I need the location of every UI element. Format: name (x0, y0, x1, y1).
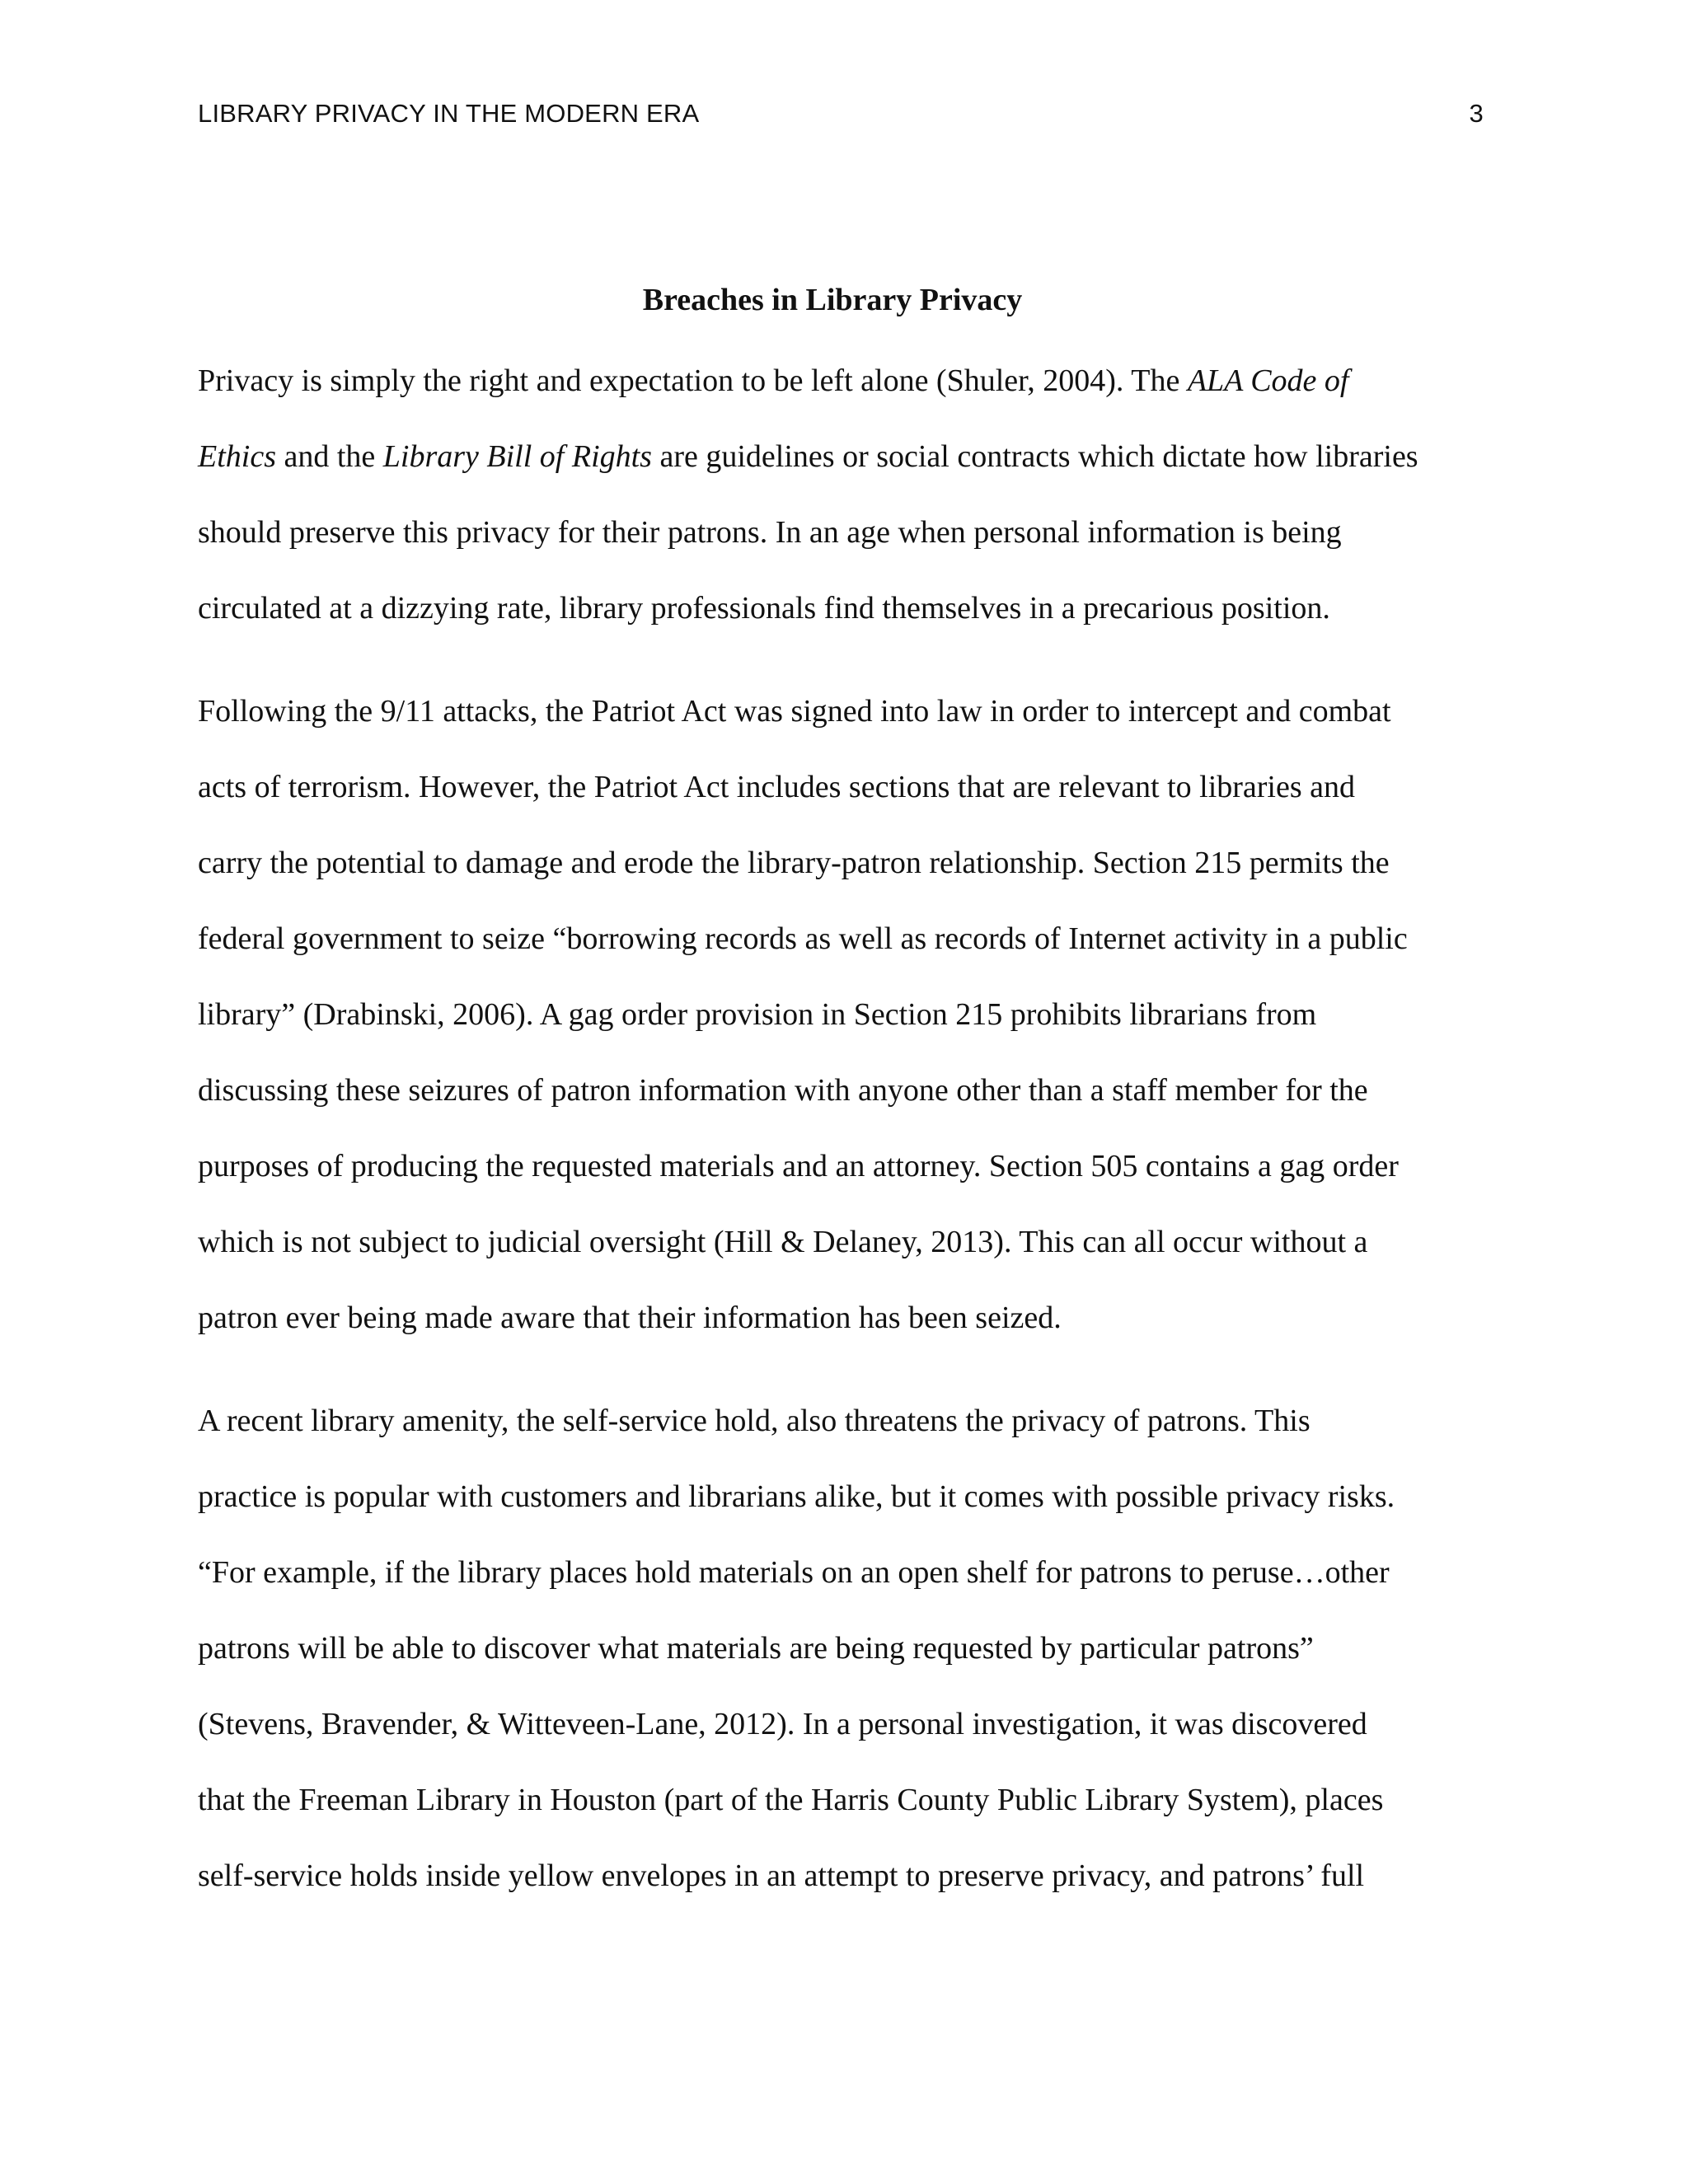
document-body (198, 275, 1500, 1941)
text-line: library” (Drabinski, 2006). A gag order provision in Section 215 prohibits librarians from (198, 997, 1317, 1032)
text-line: discussing these seizures of patron information with anyone other than a staff member for the (198, 1073, 1368, 1108)
section-heading: Breaches in Library Privacy (642, 283, 1023, 317)
paragraph-privacy-definition (198, 343, 1500, 646)
text-line: which is not subject to judicial oversight (Hill & Delaney, 2013). This can all occur without a (198, 1225, 1368, 1259)
text-line: carry the potential to damage and erode the library-patron relationship. Section 215 permits the (198, 846, 1390, 880)
text-line: Following the 9/11 attacks, the Patriot Act was signed into law in order to intercept and combat (198, 694, 1391, 729)
text-line: patrons will be able to discover what materials are being requested by particular patrons” (198, 1631, 1314, 1666)
italic-title-bill-of-rights: Library Bill of Rights (382, 439, 652, 474)
page-number: 3 (1469, 99, 1484, 128)
paragraph-patriot-act (198, 673, 1500, 1356)
text-line: purposes of producing the requested materials and an attorney. Section 505 contains a gag order (198, 1149, 1399, 1183)
text-line: federal government to seize “borrowing records as well as records of Internet activity in a public (198, 921, 1408, 956)
text-line: patron ever being made aware that their information has been seized. (198, 1301, 1062, 1335)
text-line: Ethics and the Library Bill of Rights are guidelines or social contracts which dictate how libraries (198, 439, 1418, 474)
text-line: self-service holds inside yellow envelopes in an attempt to preserve privacy, and patrons’ full (198, 1858, 1365, 1893)
text-line: “For example, if the library places hold materials on an open shelf for patrons to peruse…other (198, 1555, 1390, 1590)
text-line: Privacy is simply the right and expectation to be left alone (Shuler, 2004). The ALA Code of (198, 363, 1349, 398)
text-line: practice is popular with customers and librarians alike, but it comes with possible privacy risks. (198, 1479, 1395, 1514)
text-line: A recent library amenity, the self-service hold, also threatens the privacy of patrons. This (198, 1404, 1311, 1438)
text-line: should preserve this privacy for their patrons. In an age when personal information is being (198, 515, 1342, 550)
italic-title-ala-code: ALA Code of (1187, 363, 1349, 398)
italic-title-ethics: Ethics (198, 439, 276, 474)
text-line: circulated at a dizzying rate, library professionals find themselves in a precarious position. (198, 591, 1330, 626)
running-head (198, 99, 1484, 138)
running-head-title: LIBRARY PRIVACY IN THE MODERN ERA (198, 99, 700, 128)
text-line: (Stevens, Bravender, & Witteveen-Lane, 2012). In a personal investigation, it was discovered (198, 1707, 1367, 1741)
text-line: acts of terrorism. However, the Patriot Act includes sections that are relevant to libraries and (198, 770, 1356, 804)
text-line: that the Freeman Library in Houston (part of the Harris County Public Library System), places (198, 1783, 1384, 1817)
paragraph-self-service-hold (198, 1383, 1500, 1914)
